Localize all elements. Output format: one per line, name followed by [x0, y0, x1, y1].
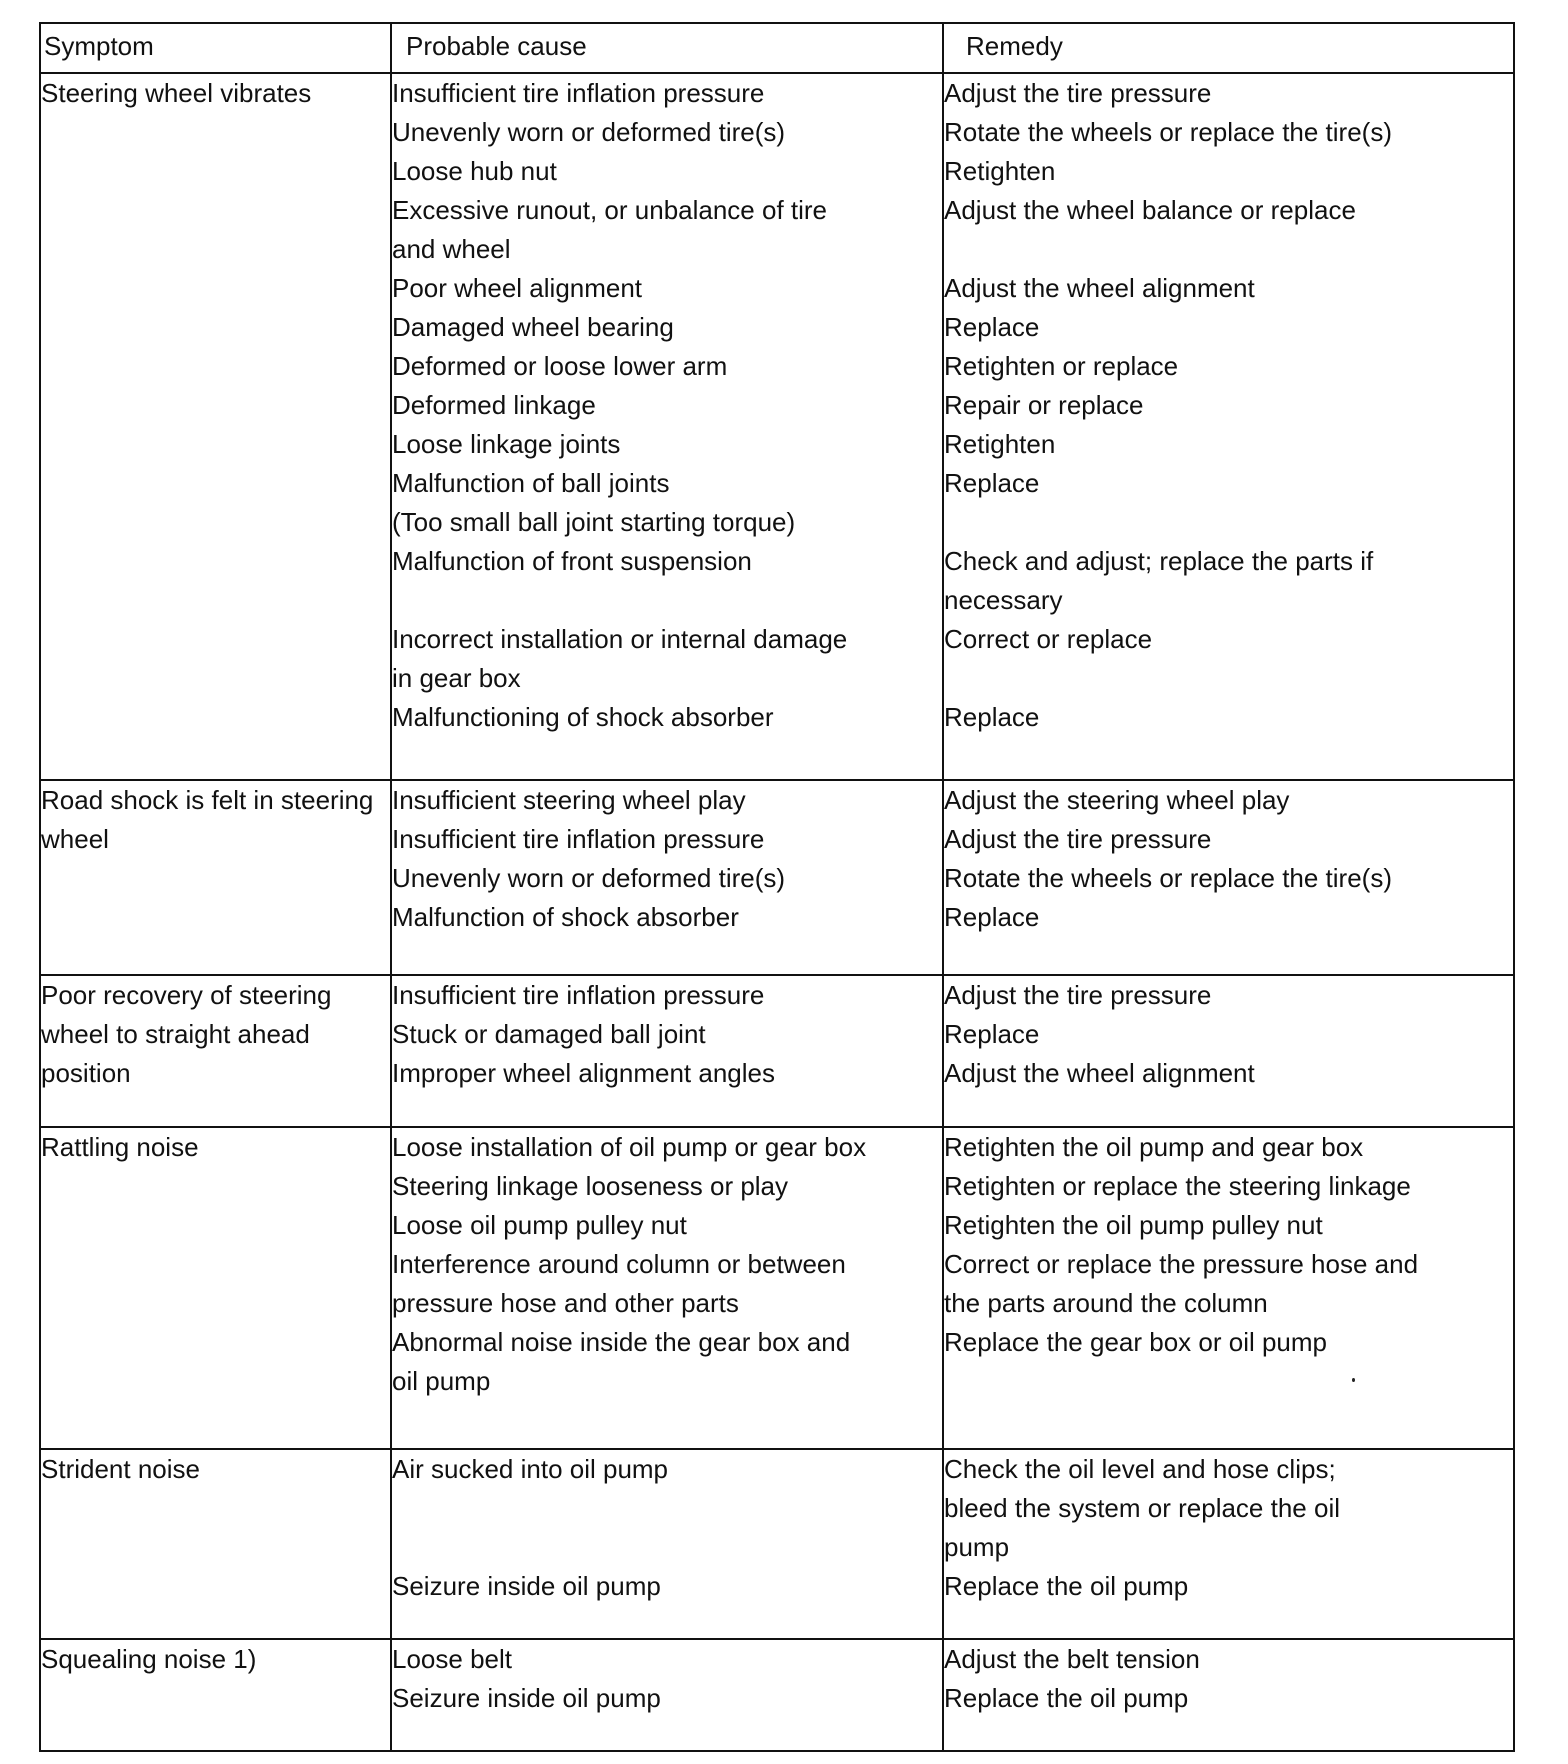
cause-line: Malfunctioning of shock absorber: [392, 702, 774, 732]
cause-line: Seizure inside oil pump: [392, 1683, 661, 1713]
cause-line: [392, 1528, 942, 1567]
remedy-line: the parts around the column: [944, 1288, 1268, 1318]
table-row: [40, 975, 1514, 1127]
remedy-line: Rotate the wheels or replace the tire(s): [944, 117, 1392, 147]
cause-line: Interference around column or between: [392, 1249, 846, 1279]
remedy-line: Repair or replace: [944, 390, 1144, 420]
cause-line: Malfunction of ball joints: [392, 468, 670, 498]
remedy-line: Replace: [944, 902, 1040, 932]
remedy-line: Retighten or replace: [944, 351, 1179, 381]
remedy-cell: [943, 780, 1514, 975]
cause-line: Unevenly worn or deformed tire(s): [392, 117, 786, 147]
remedy-line: Adjust the belt tension: [944, 1644, 1200, 1674]
symptom-cell: Road shock is felt in steering wheel: [40, 780, 391, 975]
cause-line: in gear box: [392, 663, 521, 693]
cause-line: Improper wheel alignment angles: [392, 1058, 775, 1088]
symptom-cell: Strident noise: [40, 1449, 391, 1639]
cause-line: [392, 581, 942, 620]
symptom-cell: Steering wheel vibrates: [40, 73, 391, 780]
probable-cause-cell: [391, 1639, 943, 1751]
remedy-line: Adjust the tire pressure: [944, 78, 1212, 108]
cause-line: Seizure inside oil pump: [392, 1571, 661, 1601]
symptom-cell: Poor recovery of steering wheel to straight ahead position: [40, 975, 391, 1127]
remedy-line: Retighten: [944, 156, 1056, 186]
probable-cause-cell: [391, 1127, 943, 1449]
cause-line: Loose oil pump pulley nut: [392, 1210, 687, 1240]
table-body: [40, 73, 1514, 1751]
remedy-line: Adjust the wheel alignment: [944, 1058, 1255, 1088]
cause-line: Insufficient tire inflation pressure: [392, 980, 765, 1010]
cause-line: Deformed linkage: [392, 390, 596, 420]
remedy-line: necessary: [944, 585, 1063, 615]
cause-line: (Too small ball joint starting torque): [392, 507, 796, 537]
remedy-line: Replace the oil pump: [944, 1571, 1189, 1601]
remedy-line: Retighten the oil pump pulley nut: [944, 1210, 1323, 1240]
table-row: [40, 73, 1514, 780]
remedy-line: Replace the oil pump: [944, 1683, 1189, 1713]
remedy-line: [944, 230, 1513, 269]
remedy-cell: [943, 975, 1514, 1127]
remedy-line: Adjust the wheel alignment: [944, 273, 1255, 303]
cause-line: Unevenly worn or deformed tire(s): [392, 863, 786, 893]
cause-line: Deformed or loose lower arm: [392, 351, 728, 381]
cause-line: Loose installation of oil pump or gear box: [392, 1132, 867, 1162]
remedy-line: Adjust the steering wheel play: [944, 785, 1290, 815]
remedy-line: Replace: [944, 1019, 1040, 1049]
cause-line: Loose hub nut: [392, 156, 557, 186]
cause-line: Steering linkage looseness or play: [392, 1171, 789, 1201]
table-row: [40, 1639, 1514, 1751]
probable-cause-cell: [391, 780, 943, 975]
remedy-line: Retighten: [944, 429, 1056, 459]
remedy-line: Correct or replace: [944, 624, 1153, 654]
table-row: [40, 1127, 1514, 1449]
cause-line: Insufficient steering wheel play: [392, 785, 746, 815]
remedy-cell: [943, 1449, 1514, 1639]
stray-mark: [1352, 1378, 1355, 1382]
remedy-line: Replace the gear box or oil pump: [944, 1327, 1328, 1357]
cause-line: Loose linkage joints: [392, 429, 621, 459]
remedy-line: Replace: [944, 312, 1040, 342]
cause-line: Malfunction of front suspension: [392, 546, 752, 576]
remedy-line: bleed the system or replace the oil: [944, 1493, 1340, 1523]
symptom-cell: Rattling noise: [40, 1127, 391, 1449]
remedy-line: [944, 503, 1513, 542]
troubleshooting-table: [39, 22, 1515, 1752]
header-probable-cause: Probable cause: [391, 23, 943, 73]
cause-line: Air sucked into oil pump: [392, 1454, 669, 1484]
probable-cause-cell: [391, 1449, 943, 1639]
remedy-line: Adjust the wheel balance or replace: [944, 195, 1356, 225]
remedy-line: Adjust the tire pressure: [944, 824, 1212, 854]
symptom-cell: Squealing noise 1): [40, 1639, 391, 1751]
cause-line: Loose belt: [392, 1644, 512, 1674]
remedy-line: Replace: [944, 702, 1040, 732]
header-remedy: Remedy: [943, 23, 1514, 73]
header-row: [40, 23, 1514, 73]
table-row: [40, 1449, 1514, 1639]
header-symptom: Symptom: [40, 23, 391, 73]
cause-line: Insufficient tire inflation pressure: [392, 824, 765, 854]
remedy-cell: [943, 1127, 1514, 1449]
remedy-line: [944, 659, 1513, 698]
cause-line: [392, 1489, 942, 1528]
remedy-line: Check and adjust; replace the parts if: [944, 546, 1374, 576]
cause-line: Excessive runout, or unbalance of tire: [392, 195, 828, 225]
probable-cause-cell: [391, 975, 943, 1127]
cause-line: Damaged wheel bearing: [392, 312, 674, 342]
cause-line: pressure hose and other parts: [392, 1288, 739, 1318]
remedy-line: Retighten or replace the steering linkage: [944, 1171, 1411, 1201]
remedy-cell: [943, 73, 1514, 780]
cause-line: Incorrect installation or internal damage: [392, 624, 848, 654]
cause-line: and wheel: [392, 234, 511, 264]
cause-line: Abnormal noise inside the gear box and: [392, 1327, 851, 1357]
cause-line: Stuck or damaged ball joint: [392, 1019, 706, 1049]
remedy-line: Retighten the oil pump and gear box: [944, 1132, 1364, 1162]
remedy-line: pump: [944, 1532, 1010, 1562]
remedy-cell: [943, 1639, 1514, 1751]
table-row: [40, 780, 1514, 975]
remedy-line: Correct or replace the pressure hose and: [944, 1249, 1419, 1279]
remedy-line: Adjust the tire pressure: [944, 980, 1212, 1010]
remedy-line: Replace: [944, 468, 1040, 498]
cause-line: oil pump: [392, 1366, 491, 1396]
cause-line: Insufficient tire inflation pressure: [392, 78, 765, 108]
remedy-line: Check the oil level and hose clips;: [944, 1454, 1336, 1484]
remedy-line: [944, 1362, 1513, 1401]
cause-line: Poor wheel alignment: [392, 273, 643, 303]
cause-line: Malfunction of shock absorber: [392, 902, 739, 932]
remedy-line: Rotate the wheels or replace the tire(s): [944, 863, 1392, 893]
probable-cause-cell: [391, 73, 943, 780]
